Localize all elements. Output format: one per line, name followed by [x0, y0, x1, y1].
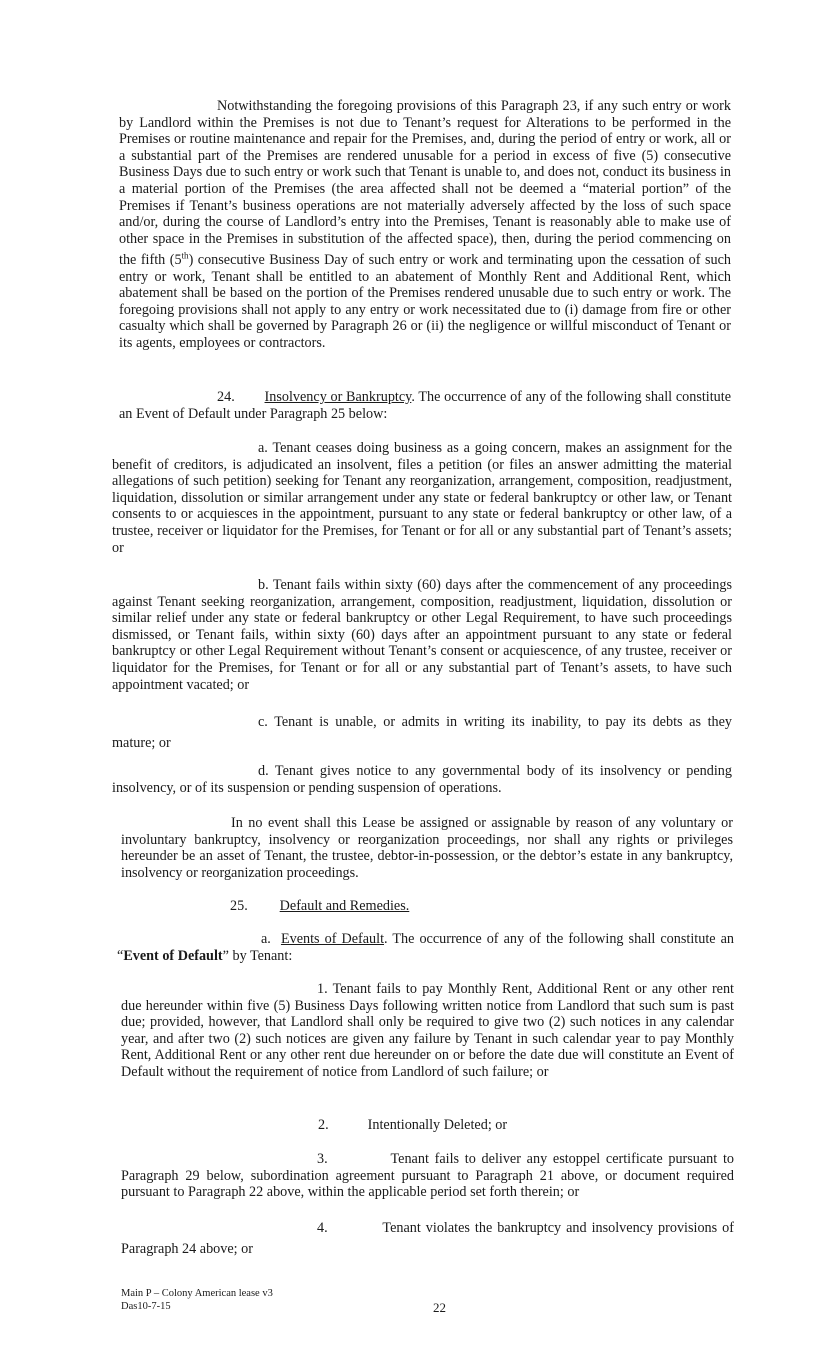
item-2-text: Intentionally Deleted; or [367, 1117, 508, 1133]
section-24-number: 24. [217, 389, 235, 405]
section-24-intro-text: . The occurrence of any of the following shall constitute an Event of Default under Paragraph 25 below: [119, 389, 731, 422]
footer [121, 1287, 273, 1313]
closing-text: In no event shall this Lease be assigned or assignable by reason of any voluntary or involuntary bankruptcy, insolvency or reorganization proceedings, nor shall any rights or privileges hereunder be an asset of Tenant, the trustee, debtor-in-possession, or the debtor’s estate in any bankruptcy, insolvency or reorganization proceedings. [121, 815, 733, 881]
section-24-item-c [112, 712, 732, 754]
section-24-item-b [112, 577, 732, 693]
section-25-item-4 [121, 1218, 734, 1260]
item-2-number: 2. [318, 1117, 329, 1133]
item-3-number: 3. [317, 1151, 328, 1167]
section-24-heading: Insolvency or Bankruptcy [264, 389, 412, 405]
section-25-heading: Default and Remedies. [279, 898, 410, 914]
footer-doc-name: Main P – Colony American lease v3 [121, 1288, 273, 1299]
item-a-text: a. Tenant ceases doing business as a going concern, makes an assignment for the benefit of creditors, is adjudicated an insolvent, files a petition (or files an answer admitting the material allegations of such petition) seeking for Tenant any reorganization, arrangement, composition, readjustment, liquidation, dissolution or similar arrangement under any state or federal bankruptcy or other law, or Tenant consents to or acquiesces in the appointment, pursuant to any state or federal bankruptcy or other law, of a trustee, receiver or liquidator for the Premises, for Tenant or for all or any substantial part of Tenant’s assets; or [112, 440, 732, 556]
paragraph-23-continuation [119, 98, 731, 352]
section-25-item-3 [121, 1151, 734, 1201]
item-c-text: c. Tenant is unable, or admits in writing its inability, to pay its debts as they mature; or [112, 714, 732, 751]
footer-doc-id: Das10-7-15 [121, 1301, 171, 1312]
section-25-number: 25. [230, 898, 248, 914]
sub-a-label: a. [261, 931, 271, 947]
section-24-closing [121, 815, 733, 881]
section-25-sub-a [117, 931, 734, 964]
sub-a-heading: Events of Default [280, 931, 385, 947]
paragraph-23-text: Notwithstanding the foregoing provisions of this Paragraph 23, if any such entry or work by Landlord within the Premises is not due to Tenant’s request for Alterations to be performed in the Premises or routine maintenance and repair for the Premises, and, during the period of entry or work, all or a substantial part of the Premises are rendered unusable for a period in excess of five (5) consecutive Business Days due to such entry or work such that Tenant is unable to, and does not, conduct its business in a material portion of the Premises (the area affected shall not be deemed a “material portion” of the Premises if Tenant’s business operations are not materially adversely affected by the loss of such space and/or, during the course of Landlord’s entry into the Premises, Tenant is reasonably able to make use of other space in the Premises in substitution of the affected space), then, during the period commencing on the fifth (5th) consecutive Business Day of such entry or work and terminating upon the cessation of such entry or work, Tenant shall be entitled to an abatement of Monthly Rent and Additional Rent, which abatement shall be based on the portion of the Premises rendered unusable due to such entry or work. The foregoing provisions shall not apply to any entry or work necessitated due to (i) damage from fire or other casualty which shall be governed by Paragraph 26 or (ii) the negligence or willful misconduct of Tenant or its agents, employees or contractors. [119, 98, 731, 352]
section-25-item-2 [318, 1117, 718, 1134]
item-4-number: 4. [317, 1220, 328, 1236]
section-25-heading-line [230, 898, 630, 915]
sub-a-bold: Event of Default [123, 947, 223, 964]
item-3-text: Tenant fails to deliver any estoppel certificate pursuant to Paragraph 29 below, subordination agreement pursuant to Paragraph 21 above, or document required pursuant to Paragraph 22 above, within the applicable period set forth therein; or [121, 1151, 734, 1201]
section-24-item-d [112, 763, 732, 796]
ordinal-superscript: th [181, 250, 189, 261]
item-d-text: d. Tenant gives notice to any governmental body of its insolvency or pending insolvency, or of its suspension or pending suspension of operations. [112, 763, 732, 796]
page-number: 22 [433, 1300, 446, 1315]
section-25-item-1 [121, 981, 734, 1081]
sub-a-text: . The occurrence of any of the following shall constitute an “ [117, 931, 734, 964]
item-b-text: b. Tenant fails within sixty (60) days after the commencement of any proceedings against Tenant seeking reorganization, arrangement, composition, readjustment, liquidation, dissolution or similar relief under any state or federal bankruptcy or other Legal Requirement, to have such proceedings dismissed, or Tenant fails, within sixty (60) days after an appointment pursuant to any state or federal bankruptcy or other Legal Requirement without Tenant’s consent or acquiescence, of any trustee, receiver or liquidator for the Premises, for Tenant or for all or any substantial part of Tenant’s assets, to have such appointment vacated; or [112, 577, 732, 693]
section-24-item-a [112, 440, 732, 556]
section-24-intro [119, 389, 731, 422]
sub-a-end: ” by Tenant: [222, 947, 293, 964]
item-1-text: 1. Tenant fails to pay Monthly Rent, Additional Rent or any other rent due hereunder within five (5) Business Days following written notice from Landlord that such sum is past due; provided, however, that Landlord shall only be required to give two (2) such notices in any calendar year, and after two (2) such notices are given any failure by Tenant in such calendar year to pay Monthly Rent, Additional Rent or any other rent due hereunder on or before the date due will constitute an Event of Default without the requirement of notice from Landlord of such failure; or [121, 981, 734, 1080]
item-4-text: Tenant violates the bankruptcy and insolvency provisions of Paragraph 24 above; or [121, 1220, 734, 1257]
